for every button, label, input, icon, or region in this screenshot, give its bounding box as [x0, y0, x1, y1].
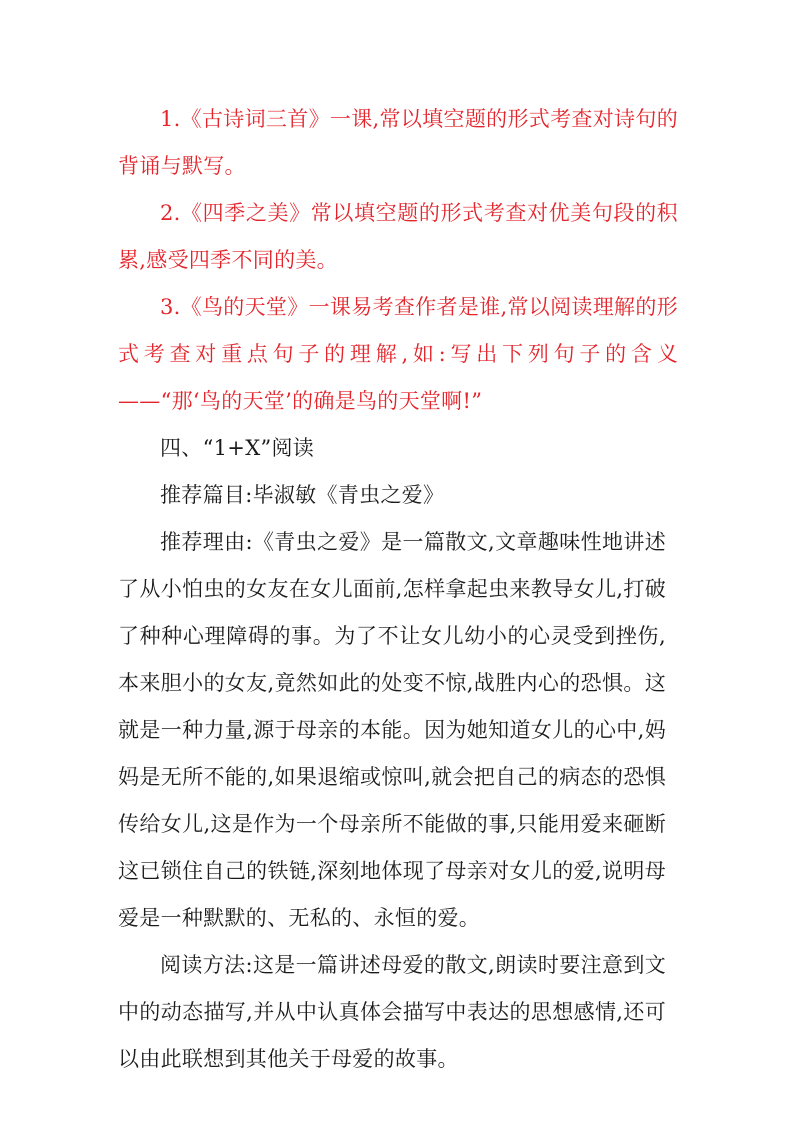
recommended-title: 推荐篇目:毕淑敏《青虫之爱》: [160, 483, 445, 507]
recommendation-reason: 推荐理由:《青虫之爱》是一篇散文,文章趣味性地讲述了从小怕虫的女友在女儿面前,怎样拿起虫来教导女儿,打破了种种心理障碍的事。为了不让女儿幼小的心灵受到挫伤,本来胆小的女友,竟然如此的处变不惊,战胜内心的恐惧。这就是一种力量,源于母亲的本能。因为她知道女儿的心中,妈妈是无所不能的,如果退缩或惊叫,就会把自己的病态的恐惧传给女儿,这是作为一个母亲所不能做的事,只能用爱来砸断这已锁住自己的铁链,深刻地体现了母亲对女儿的爱,说明母爱是一种默默的、无私的、永恒的爱。: [118, 530, 666, 930]
section-heading-reading: 四、“1+X”阅读: [160, 436, 315, 460]
document-body: [118, 96, 678, 1083]
paragraph-ancient-poems: 1.《古诗词三首》一课,常以填空题的形式考查对诗句的背诵与默写。: [118, 107, 678, 178]
paragraph-four-seasons: 2.《四季之美》常以填空题的形式考查对优美句段的积累,感受四季不同的美。: [118, 201, 678, 272]
reading-method: 阅读方法:这是一篇讲述母爱的散文,朗读时要注意到文中的动态描写,并从中认真体会描写中表达的思想感情,还可以由此联想到其他关于母爱的故事。: [118, 953, 666, 1071]
paragraph-birds-paradise: 3.《鸟的天堂》一课易考查作者是谁,常以阅读理解的形式考查对重点句子的理解,如:写出下列句子的含义——“那‘鸟的天堂’的确是鸟的天堂啊!”: [118, 295, 678, 413]
